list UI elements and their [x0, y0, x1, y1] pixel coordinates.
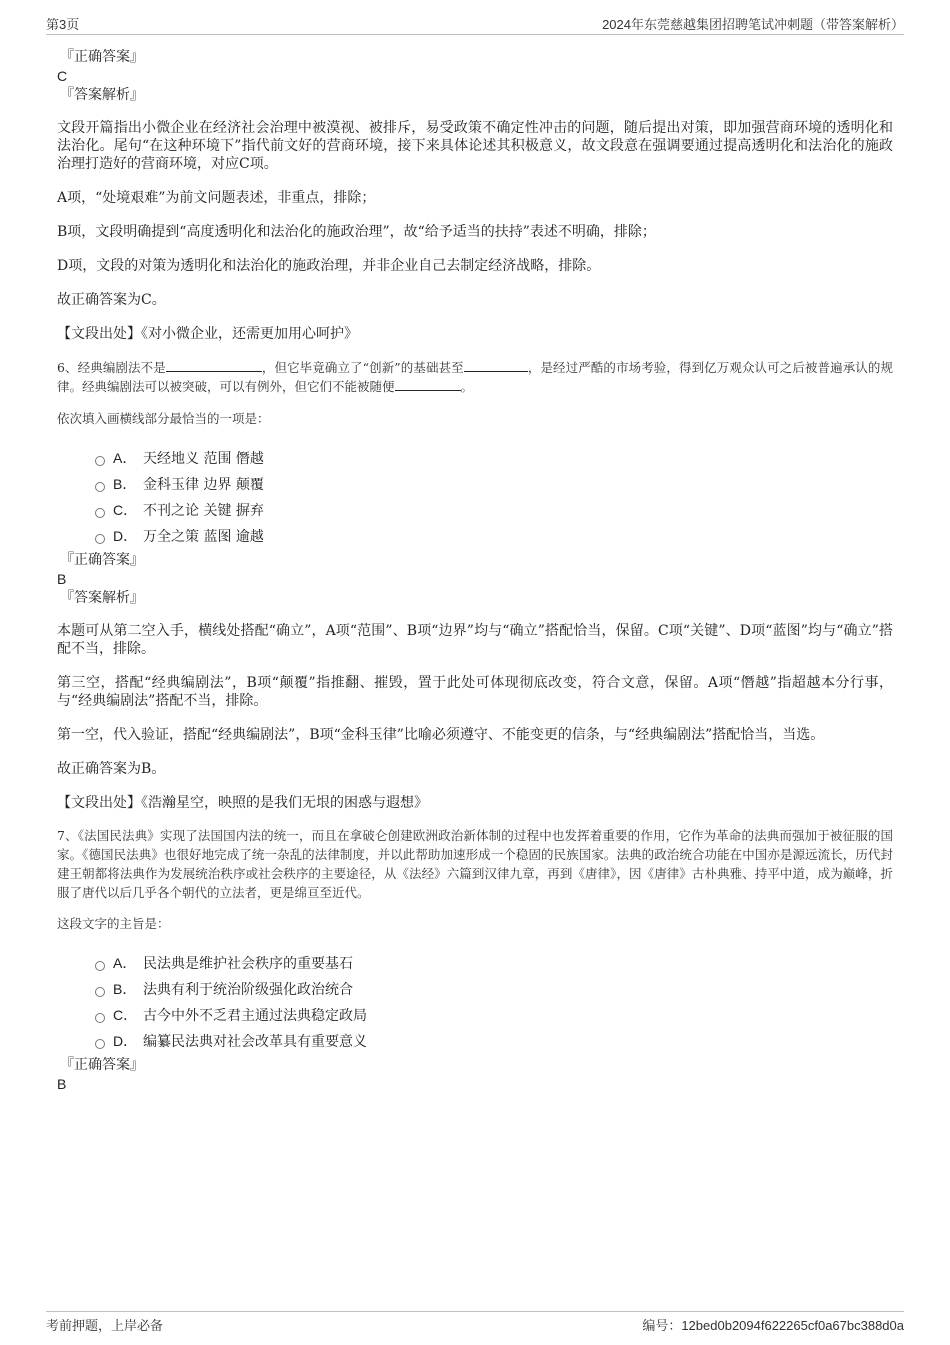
analysis-paragraph: B项，文段明确提到“高度透明化和法治化的施政治理”，故“给予适当的扶持”表述不明确，排除； — [57, 224, 656, 240]
document-body — [57, 48, 893, 1094]
analysis-paragraph: 本题可从第二空入手，横线处搭配“确立”，A项“范围”、B项“边界”均与“确立”搭配恰当，保留。C项“关键”、D项“蓝图”均与“确立”搭配不当，排除。 — [57, 623, 893, 657]
option-a[interactable]: A． 民法典是维护社会秩序的重要基石 — [95, 950, 893, 976]
question-prompt: 依次填入画横线部分最恰当的一项是： — [57, 411, 270, 426]
option-d[interactable]: D． 万全之策 蓝图 逾越 — [95, 523, 893, 549]
answer-tag: 『正确答案』 — [60, 49, 144, 65]
radio-icon[interactable] — [95, 482, 105, 492]
radio-icon[interactable] — [95, 534, 105, 544]
question-prompt: 这段文字的主旨是： — [57, 916, 170, 931]
option-b[interactable]: B． 金科玉律 边界 颠覆 — [95, 471, 893, 497]
source-citation: 【文段出处】《对小微企业，还需更加用心呵护》 — [57, 326, 358, 342]
option-d[interactable]: D． 编纂民法典对社会改革具有重要意义 — [95, 1028, 893, 1054]
analysis-paragraph: A项，“处境艰难”为前文问题表述，非重点，排除； — [57, 190, 376, 206]
document-code: 编号：12bed0b2094f622265cf0a67bc388d0a — [642, 1318, 904, 1333]
analysis-paragraph: D项，文段的对策为透明化和法治化的施政治理，并非企业自己去制定经济战略，排除。 — [57, 258, 601, 274]
radio-icon[interactable] — [95, 508, 105, 518]
answer-tag: 『正确答案』 — [60, 1057, 144, 1073]
option-list — [95, 950, 893, 1054]
page-header — [46, 14, 904, 35]
answer-value: C — [57, 68, 68, 84]
fill-blank — [464, 359, 528, 372]
answer-value: B — [57, 1076, 67, 1092]
option-c[interactable]: C． 不刊之论 关键 摒弃 — [95, 497, 893, 523]
analysis-paragraph: 第一空，代入验证，搭配“经典编剧法”，B项“金科玉律”比喻必须遵守、不能变更的信条，与“经典编剧法”搭配恰当，当选。 — [57, 727, 825, 743]
page-number: 第3页 — [46, 17, 80, 32]
radio-icon[interactable] — [95, 1013, 105, 1023]
option-c[interactable]: C． 古今中外不乏君主通过法典稳定政局 — [95, 1002, 893, 1028]
analysis-paragraph: 故正确答案为C。 — [57, 292, 166, 308]
radio-icon[interactable] — [95, 1039, 105, 1049]
page-footer — [46, 1311, 904, 1334]
option-a[interactable]: A． 天经地义 范围 僭越 — [95, 445, 893, 471]
answer-value: B — [57, 571, 67, 587]
fill-blank — [395, 378, 461, 391]
analysis-paragraph: 文段开篇指出小微企业在经济社会治理中被漠视、被排斥，易受政策不确定性冲击的问题，随后提出对策，即加强营商环境的透明化和法治化。尾句“在这种环境下”指代前文好的营商环境，接下来具体论述其积极意义，故文段意在强调要通过提高透明化和法治化的施政治理打造好的营商环境，对应C项。 — [57, 120, 893, 172]
footer-slogan: 考前押题，上岸必备 — [46, 1319, 164, 1334]
option-list — [95, 445, 893, 549]
source-citation: 【文段出处】《浩瀚星空，映照的是我们无垠的困惑与遐想》 — [57, 795, 428, 811]
document-title: 2024年东莞慈越集团招聘笔试冲刺题（带答案解析） — [602, 17, 904, 32]
radio-icon[interactable] — [95, 961, 105, 971]
question-stem: 6、经典编剧法不是 ，但它毕竟确立了“创新”的基础甚至 ，是经过严酷的市场考验，得到亿万观众认可之后被普遍承认的规律。经典编剧法可以被突破，可以有例外，但它们不能被随便 。 — [57, 360, 893, 394]
analysis-paragraph: 故正确答案为B。 — [57, 761, 166, 777]
radio-icon[interactable] — [95, 987, 105, 997]
radio-icon[interactable] — [95, 456, 105, 466]
fill-blank — [166, 359, 262, 372]
analysis-tag: 『答案解析』 — [60, 87, 144, 103]
question-stem: 7、《法国民法典》实现了法国国内法的统一，而且在拿破仑创建欧洲政治新体制的过程中也发挥着重要的作用，它作为革命的法典而强加于被征服的国家。《德国民法典》也很好地完成了统一杂乱的法律制度，并以此帮助加速形成一个稳固的民族国家。法典的政治统合功能在中国亦是源远流长，历代封建王朝都将法典作为发展统治秩序或社会秩序的主要途径，从《法经》六篇到汉律九章，再到《唐律》，因《唐律》古朴典雅、持平中道，成为巅峰，折服了唐代以后几乎各个朝代的立法者，更是绵亘至近代。 — [57, 828, 893, 900]
analysis-paragraph: 第三空，搭配“经典编剧法”，B项“颠覆”指推翻、摧毁，置于此处可体现彻底改变，符合文意，保留。A项“僭越”指超越本分行事，与“经典编剧法”搭配不当，排除。 — [57, 675, 893, 709]
analysis-tag: 『答案解析』 — [60, 590, 144, 606]
answer-tag: 『正确答案』 — [60, 552, 144, 568]
option-b[interactable]: B． 法典有利于统治阶级强化政治统合 — [95, 976, 893, 1002]
